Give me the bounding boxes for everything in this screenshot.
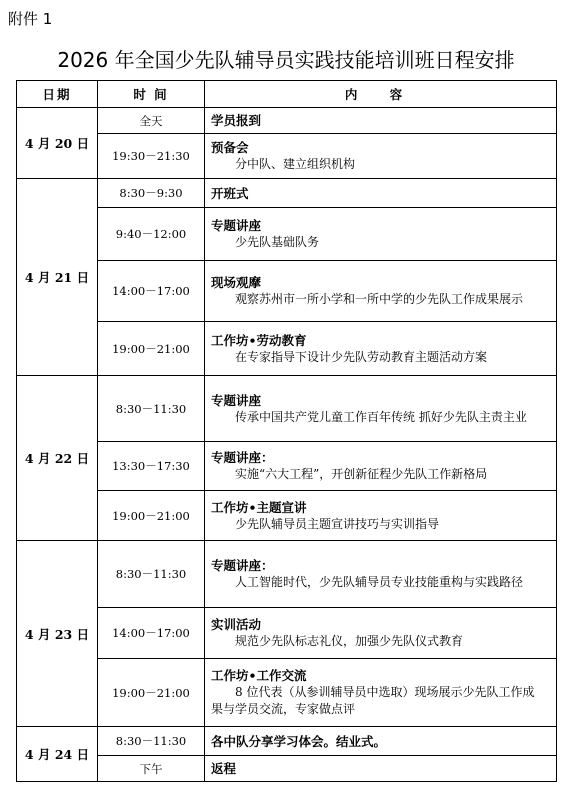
table-row (17, 261, 557, 322)
session-time: 9:40－12:00 (98, 208, 205, 261)
session-detail: 8 位代表（从参训辅导员中选取）现场展示少先队工作成果与学员交流，专家做点评 (211, 685, 535, 716)
table-row (17, 108, 557, 134)
table-row (17, 541, 557, 608)
session-detail: 少先队基础队务 (235, 235, 320, 249)
session-content (205, 208, 557, 261)
session-detail: 规范少先队标志礼仪，加强少先队仪式教育 (235, 634, 464, 648)
session-title: 工作坊•劳动教育 (211, 332, 307, 348)
header-content: 内 容 (205, 81, 557, 108)
session-title: 专题讲座 (211, 218, 262, 233)
session-detail: 人工智能时代，少先队辅导员专业技能重构与实践路径 (235, 575, 524, 589)
session-content (205, 727, 557, 756)
session-content (205, 491, 557, 541)
day-date: 4 月 22 日 (17, 376, 98, 541)
page-title: 2026 年全国少先队辅导员实践技能培训班日程安排 (57, 48, 515, 72)
table-row (17, 442, 557, 491)
session-content (205, 608, 557, 659)
session-title: 各中队分享学习体会。结业式。 (211, 733, 387, 749)
header-date: 日期 (17, 81, 98, 108)
session-time: 19:00－21:00 (98, 491, 205, 541)
session-detail: 分中队、建立组织机构 (235, 157, 356, 171)
session-content (205, 179, 557, 208)
session-title: 返程 (211, 761, 237, 776)
table-row (17, 322, 557, 376)
day-date: 4 月 23 日 (17, 541, 98, 727)
session-detail: 观察苏州市一所小学和一所中学的少先队工作成果展示 (235, 292, 524, 306)
session-content (205, 322, 557, 376)
session-title: 工作坊•工作交流 (211, 668, 307, 683)
session-title: 工作坊•主题宣讲 (211, 499, 307, 515)
session-detail: 传承中国共产党儿童工作百年传统 抓好少先队主责主业 (235, 409, 527, 424)
session-time: 下午 (98, 756, 205, 782)
table-row (17, 756, 557, 782)
table-header-row (17, 81, 557, 108)
session-time: 8:30－9:30 (98, 179, 205, 208)
session-title: 预备会 (211, 140, 249, 155)
day-date: 4 月 20 日 (17, 108, 98, 179)
table-row (17, 179, 557, 208)
session-title: 开班式 (211, 185, 249, 201)
session-content (205, 134, 557, 179)
session-title: 现场观摩 (211, 275, 262, 290)
session-time: 8:30－11:30 (98, 541, 205, 608)
session-time: 19:30－21:30 (98, 134, 205, 179)
session-time: 19:00－21:00 (98, 659, 205, 727)
table-row (17, 134, 557, 179)
session-content (205, 756, 557, 782)
day-date: 4 月 24 日 (17, 727, 98, 782)
session-time: 8:30－11:30 (98, 376, 205, 442)
session-time: 19:00－21:00 (98, 322, 205, 376)
table-row (17, 208, 557, 261)
schedule-table (16, 80, 557, 782)
session-content (205, 261, 557, 322)
table-row (17, 376, 557, 442)
session-content (205, 541, 557, 608)
session-title: 实训活动 (211, 617, 262, 632)
session-title: 专题讲座： (211, 558, 274, 573)
session-detail: 在专家指导下设计少先队劳动教育主题活动方案 (235, 349, 488, 364)
attachment-label: 附件 1 (8, 10, 53, 28)
header-time: 时 间 (98, 81, 205, 108)
session-title: 专题讲座 (211, 392, 262, 408)
session-time: 14:00－17:00 (98, 261, 205, 322)
session-time: 14:00－17:00 (98, 608, 205, 659)
session-time: 全天 (98, 108, 205, 134)
table-row (17, 491, 557, 541)
session-time: 13:30－17:30 (98, 442, 205, 491)
session-content (205, 659, 557, 727)
table-row (17, 727, 557, 756)
session-content (205, 108, 557, 134)
table-row (17, 608, 557, 659)
session-detail: 实施“六大工程”，开创新征程少先队工作新格局 (235, 467, 488, 481)
session-content (205, 442, 557, 491)
session-title: 学员报到 (211, 113, 262, 128)
session-title: 专题讲座： (211, 450, 274, 465)
session-time: 8:30－11:30 (98, 727, 205, 756)
session-detail: 少先队辅导员主题宣讲技巧与实训指导 (235, 516, 440, 531)
day-date: 4 月 21 日 (17, 179, 98, 376)
table-row (17, 659, 557, 727)
session-content (205, 376, 557, 442)
